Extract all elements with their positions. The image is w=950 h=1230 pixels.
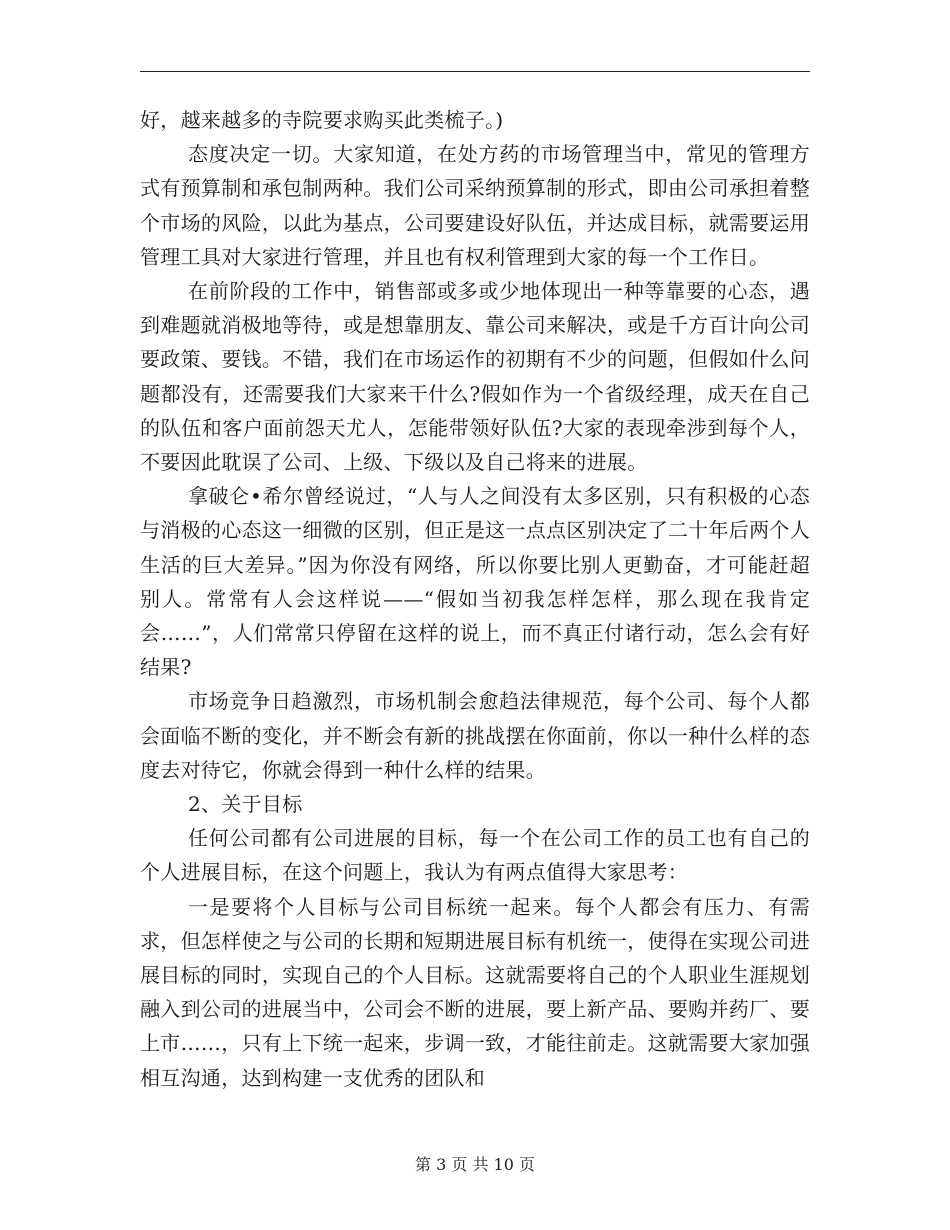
header-rule xyxy=(140,71,810,72)
paragraph-5: 市场竞争日趋激烈，市场机制会愈趋法律规范，每个公司、每个人都会面临不断的变化，并不断会有新的挑战摆在你面前，你以一种什么样的态度去对待它，你就会得到一种什么样的结果。 xyxy=(140,689,810,782)
paragraph-7: 一是要将个人目标与公司目标统一起来。每个人都会有压力、有需求，但怎样使之与公司的长期和短期进展目标有机统一，使得在实现公司进展目标的同时，实现自己的个人目标。这就需要将自己的个人职业生涯规划融入到公司的进展当中，公司会不断的进展，要上新产品、要购并药厂、要上市……，只有上下统一起来，步调一致，才能往前走。这就需要大家加强相互沟通，达到构建一支优秀的团队和 xyxy=(140,894,810,1090)
paragraph-3: 在前阶段的工作中，销售部或多或少地体现出一种等靠要的心态，遇到难题就消极地等待，或是想靠朋友、靠公司来解决，或是千方百计向公司要政策、要钱。不错，我们在市场运作的初期有不少的问题，但假如什么问题都没有，还需要我们大家来干什么?假如作为一个省级经理，成天在自己的队伍和客户面前怨天尤人，怎能带领好队伍?大家的表现牵涉到每个人，不要因此耽误了公司、上级、下级以及自己将来的进展。 xyxy=(140,279,810,475)
paragraph-1: 好，越来越多的寺院要求购买此类梳子。) xyxy=(140,108,504,132)
page-body xyxy=(140,103,810,1095)
paragraph-4: 拿破仑•希尔曾经说过，“人与人之间没有太多区别，只有积极的心态与消极的心态这一细微的区别，但正是这一点点区别决定了二十年后两个人生活的巨大差异。”因为你没有网络，所以你要比别人更勤奋，才可能赶超别人。常常有人会这样说——“假如当初我怎样怎样，那么现在我肯定会……”，人们常常只停留在这样的说上，而不真正付诸行动，怎么会有好结果? xyxy=(140,484,810,680)
section-heading: 2、关于目标 xyxy=(188,792,303,817)
paragraph-6: 任何公司都有公司进展的目标，每一个在公司工作的员工也有自己的个人进展目标，在这个问题上，我认为有两点值得大家思考： xyxy=(140,826,810,885)
paragraph-2: 态度决定一切。大家知道，在处方药的市场管理当中，常见的管理方式有预算制和承包制两种。我们公司采纳预算制的形式，即由公司承担着整个市场的风险，以此为基点，公司要建设好队伍，并达成目标，就需要运用管理工具对大家进行管理，并且也有权利管理到大家的每一个工作日。 xyxy=(140,142,810,269)
page-number: 第 3 页 共 10 页 xyxy=(415,1155,535,1174)
